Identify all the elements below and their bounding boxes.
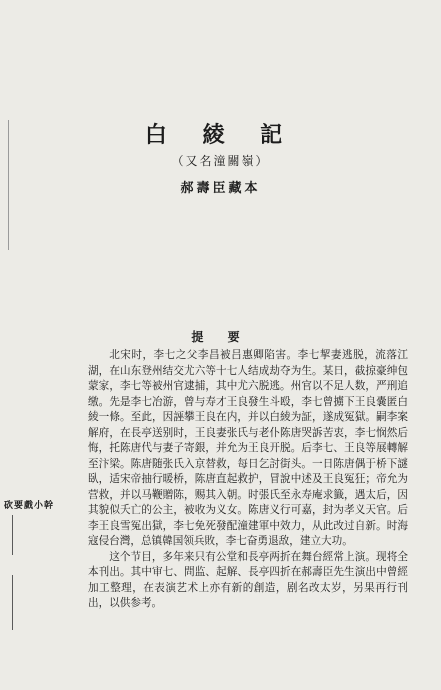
summary-paragraph-1: 北宋时，李七之父李昌被吕惠卿陷害。李七挈妻逃脱，流落江湖，在山东登州结交尤六等十七人结成劫夺为生。某日，截掠豪绅包蒙家，李七等被州官逮捕，其中尤六脱逃。州官以不足人数，严刑追缴。先是李七冶游，曾与寿才王良發生斗殴，李七曾擄下王良嚢匿白綾一條。至此，因誣攀王良在内，并以白綾为証，遂成冤獄。嗣李案解府，在長亭送别时，王良妻张氏与老仆陈唐哭訴苦衷，李七悯然后悔，托陈唐代与妻子寄銀，并允为王良开脱。后李七、王良等展轉解至汴梁。陈唐随张氏入京替救，每日乞討街头。一日陈唐偶于桥下謎臥，适宋帝抽行暖桥，陈唐直起救护，冒說中述及王良冤狂；帝允为营救，并以马鞭贈陈，赐其入朝。时張氏至永寿庵求籤，遇太后，因其貌似夭亡的公主，被收为义女。陈唐义行可嘉，封为孝义天官。后李王良雪冤出獄，李七免死發配潼建軍中效力，从此改过自新。时海寇侵台灣，总镇韓国领兵敗，李七奋勇退敌，建立大功。 xyxy=(88,349,408,547)
margin-mark-line xyxy=(12,515,13,555)
summary-body xyxy=(88,348,408,612)
play-alternate-title: （又名潼關嶺） xyxy=(171,154,270,168)
margin-mark-line xyxy=(12,575,13,630)
summary-heading: 提 要 xyxy=(191,330,250,344)
margin-handwritten-note: 砍要戲小幹 xyxy=(4,501,55,511)
manuscript-source: 郝壽臣藏本 xyxy=(180,181,261,196)
summary-paragraph-2: 这个节目，多年来只有公堂和長亭两折在舞台經常上演。现将全本刊出。其中审七、問监、起解、長亭四折在郝壽臣先生演出中曾經加工整理，在表演艺术上亦有新的創造，剧名改太岁，另果再行刊出，以供参考。 xyxy=(88,550,408,609)
play-title: 白 綾 記 xyxy=(144,122,297,148)
